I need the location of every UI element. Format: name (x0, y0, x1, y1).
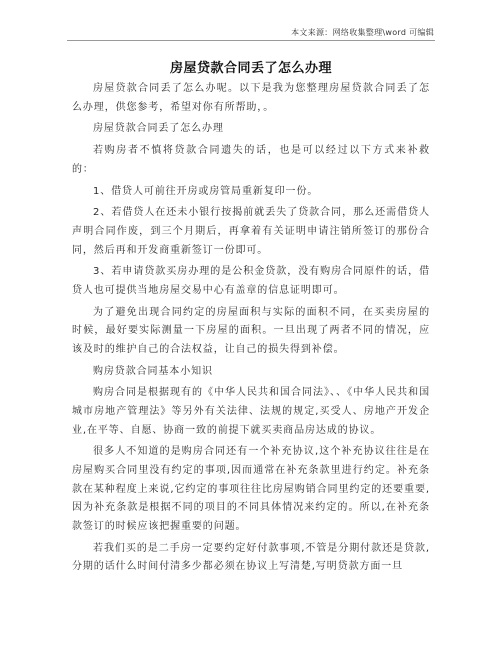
body-paragraph: 购房合同是根据现有的《中华人民共和国合同法》、、《中华人民共和国城市房地产管理法》等另外有关法律、法规的规定,买受人、房地产开发企业,在平等、自愿、协商一致的前提下就买卖商品房达成的协议。 (72, 387, 430, 436)
list-item-2: 2、若借贷人在还未小银行按揭前就丢失了贷款合同，那么还需借贷人声明合同作废，到三个月期后，再拿着有关证明申请注销所签订的那份合同，然后再和开发商重新签订一份即可。 (72, 207, 430, 256)
section-heading: 房屋贷款合同丢了怎么办理 (93, 123, 224, 135)
list-item-3: 3、若申请贷款买房办理的是公积金贷款，没有购房合同原件的话，借贷人也可提供当地房屋交易中心有盖章的信息证明即可。 (72, 266, 430, 296)
document-title: 房屋贷款合同丢了怎么办理 (169, 61, 332, 76)
document-body (72, 80, 430, 580)
body-paragraph: 很多人不知道的是购房合同还有一个补充协议,这个补充协议往往是在房屋购买合同里没有约定的事项,因而通常在补充条款里进行约定。补充条款在某种程度上来说,它约定的事项往往比房屋购销合同里约定的还要重要,因为补充条款是根据不同的项目的不同具体情况来约定的。所以,在补充条款签订的时候应该把握重要的问题。 (72, 446, 430, 532)
source-note: 本文来源：网络收集整理\word 可编辑 (291, 28, 434, 37)
header-divider (67, 40, 435, 41)
section-heading: 购房贷款合同基本小知识 (93, 365, 213, 377)
intro-paragraph: 房屋贷款合同丢了怎么办呢。以下是我为您整理房屋贷款合同丢了怎么办理，供您参考，希望对你有所帮助，。 (72, 83, 430, 113)
body-paragraph: 若购房者不慎将贷款合同遗失的话，也是可以经过以下方式来补救的： (72, 145, 430, 175)
body-paragraph: 为了避免出现合同约定的房屋面积与实际的面积不同，在买卖房屋的时候，最好要实际测量一下房屋的面积。一旦出现了两者不同的情况，应该及时的维护自己的合法权益，让自己的损失得到补偿。 (72, 306, 430, 355)
body-paragraph: 若我们买的是二手房一定要约定好付款事项,不管是分期付款还是贷款,分期的话什么时间付清多少都必须在协议上写清楚,写明贷款方面一旦 (72, 542, 430, 573)
list-item-1: 1、借贷人可前往开房或房管局重新复印一份。 (93, 185, 319, 197)
